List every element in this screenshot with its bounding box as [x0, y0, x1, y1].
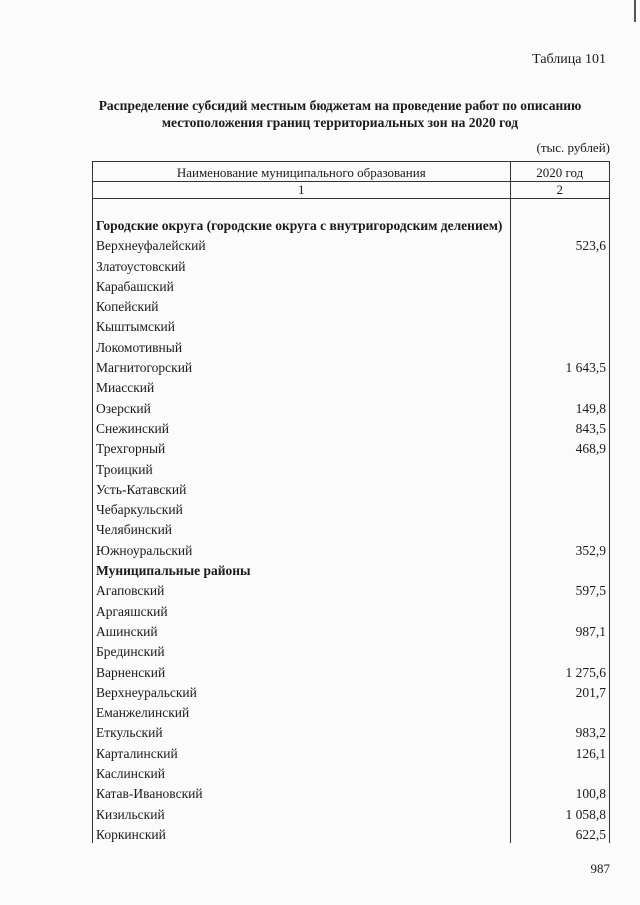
municipality-name: Локомотивный [93, 335, 511, 355]
table-row [93, 579, 610, 599]
municipality-name: Миасский [93, 376, 511, 396]
subsidy-value [510, 599, 609, 619]
table-row [93, 823, 610, 843]
table-row [93, 315, 610, 335]
document-title [80, 97, 600, 131]
table-row [93, 620, 610, 640]
municipality-name: Коркинский [93, 823, 511, 843]
municipality-name: Трехгорный [93, 437, 511, 457]
table-row [93, 802, 610, 822]
municipality-name: Карабашский [93, 275, 511, 295]
table-row [93, 376, 610, 396]
subsidy-value: 201,7 [510, 681, 609, 701]
table-header-row [93, 162, 610, 182]
subsidy-value: 149,8 [510, 396, 609, 416]
subsidy-value: 622,5 [510, 823, 609, 843]
title-line-2: местоположения границ территориальных зон на 2020 год [161, 115, 519, 130]
municipality-name: Южноуральский [93, 538, 511, 558]
municipality-name: Катав-Ивановский [93, 782, 511, 802]
municipality-name: Усть-Катавский [93, 478, 511, 498]
municipality-name: Каслинский [93, 762, 511, 782]
municipality-name: Магнитогорский [93, 356, 511, 376]
units-label: (тыс. рублей) [536, 140, 610, 155]
municipality-name: Верхнеуральский [93, 681, 511, 701]
column-number-1: 1 [93, 182, 511, 199]
table-row [93, 660, 610, 680]
section-header-row [93, 559, 610, 579]
title-line-1: Распределение субсидий местным бюджетам на проведение работ по описанию [98, 98, 582, 113]
table-row [93, 721, 610, 741]
table-row [93, 457, 610, 477]
table-row [93, 396, 610, 416]
section-value-cell [510, 559, 609, 579]
municipality-name: Копейский [93, 295, 511, 315]
subsidy-value: 100,8 [510, 782, 609, 802]
column-number-row [93, 182, 610, 199]
subsidy-value [510, 335, 609, 355]
table-row [93, 417, 610, 437]
subsidy-value [510, 457, 609, 477]
subsidy-value [510, 275, 609, 295]
subsidy-value: 523,6 [510, 234, 609, 254]
table-row [93, 701, 610, 721]
municipality-name: Аргаяшский [93, 599, 511, 619]
municipality-name: Кыштымский [93, 315, 511, 335]
table-row [93, 356, 610, 376]
table-label: Таблица 101 [532, 52, 606, 67]
table-row [93, 498, 610, 518]
subsidy-value [510, 701, 609, 721]
municipality-name: Карталинский [93, 741, 511, 761]
table-row [93, 681, 610, 701]
municipality-name: Челябинский [93, 518, 511, 538]
section-value-cell [510, 199, 609, 235]
table-row [93, 762, 610, 782]
municipality-name: Озерский [93, 396, 511, 416]
subsidy-value: 1 643,5 [510, 356, 609, 376]
subsidy-value [510, 518, 609, 538]
municipality-name: Снежинский [93, 417, 511, 437]
subsidy-value: 1 058,8 [510, 802, 609, 822]
table-row [93, 478, 610, 498]
table-row [93, 254, 610, 274]
column-number-2: 2 [510, 182, 609, 199]
municipality-name: Верхнеуфалейский [93, 234, 511, 254]
table-row [93, 437, 610, 457]
subsidy-value: 352,9 [510, 538, 609, 558]
subsidy-value [510, 640, 609, 660]
subsidy-value [510, 376, 609, 396]
table-row [93, 741, 610, 761]
municipality-name: Кизильский [93, 802, 511, 822]
column-header-year: 2020 год [510, 162, 609, 182]
table-row [93, 640, 610, 660]
subsidy-value [510, 295, 609, 315]
table-row [93, 538, 610, 558]
subsidy-value: 597,5 [510, 579, 609, 599]
municipality-name: Златоустовский [93, 254, 511, 274]
column-header-name: Наименование муниципального образования [93, 162, 511, 182]
municipality-name: Варненский [93, 660, 511, 680]
municipality-name: Еткульский [93, 721, 511, 741]
table-row [93, 295, 610, 315]
section-title: Городские округа (городские округа с внутригородским делением) [93, 199, 511, 235]
municipality-name: Еманжелинский [93, 701, 511, 721]
subsidy-value: 126,1 [510, 741, 609, 761]
subsidy-value [510, 762, 609, 782]
municipality-name: Ашинский [93, 620, 511, 640]
section-header-row [93, 199, 610, 235]
subsidy-value [510, 315, 609, 335]
municipality-name: Троицкий [93, 457, 511, 477]
table-row [93, 234, 610, 254]
subsidy-value: 468,9 [510, 437, 609, 457]
table-row [93, 518, 610, 538]
section-title: Муниципальные районы [93, 559, 511, 579]
subsidy-value: 843,5 [510, 417, 609, 437]
subsidy-value: 983,2 [510, 721, 609, 741]
subsidy-value: 987,1 [510, 620, 609, 640]
subsidy-table [92, 161, 610, 843]
municipality-name: Агаповский [93, 579, 511, 599]
table-row [93, 335, 610, 355]
subsidy-value [510, 254, 609, 274]
page-number: 987 [590, 861, 610, 876]
municipality-name: Брединский [93, 640, 511, 660]
subsidy-value [510, 498, 609, 518]
page-edge-mark [634, 0, 636, 22]
table-row [93, 782, 610, 802]
table-row [93, 275, 610, 295]
subsidy-value [510, 478, 609, 498]
table-row [93, 599, 610, 619]
municipality-name: Чебаркульский [93, 498, 511, 518]
subsidy-value: 1 275,6 [510, 660, 609, 680]
